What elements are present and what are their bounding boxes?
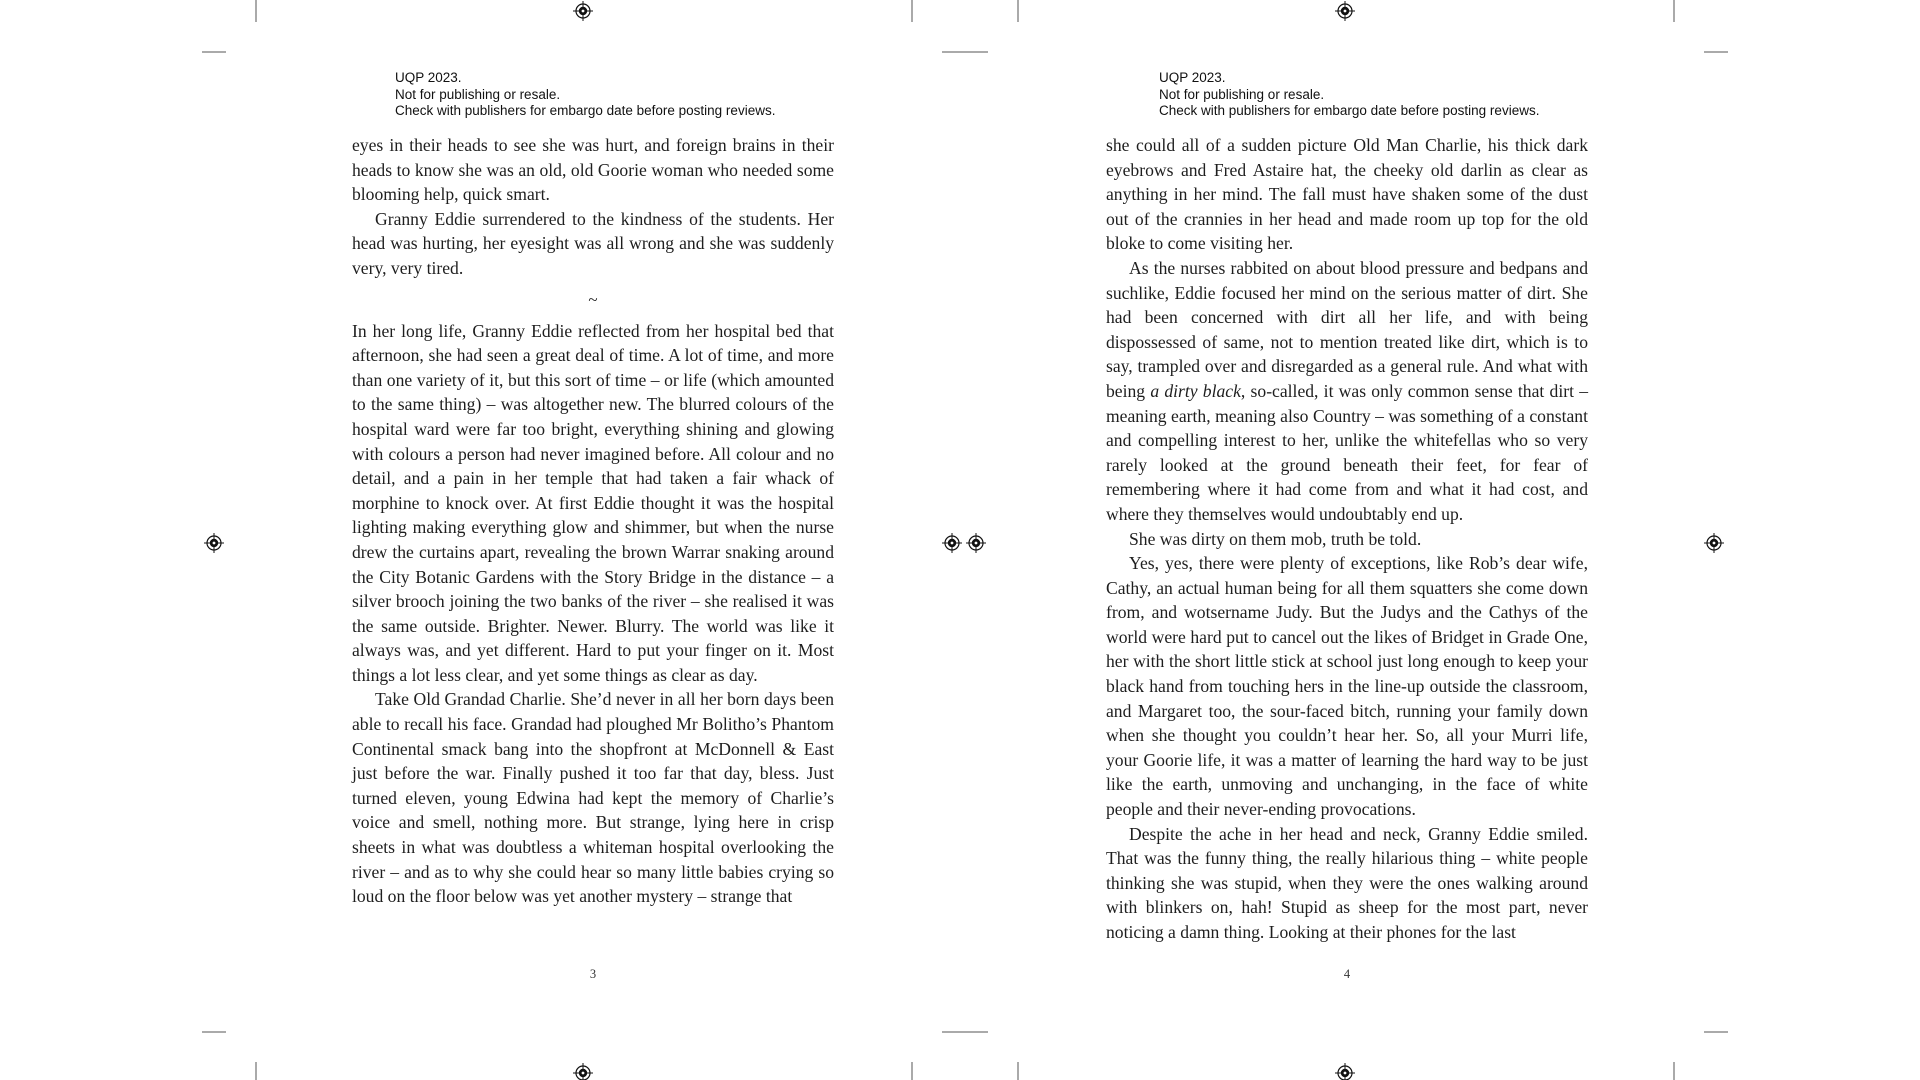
- italic-phrase: a dirty black: [1150, 380, 1241, 401]
- paragraph: Granny Eddie surrendered to the kindness of the students. Her head was hurting, her eyesight was all wrong and she was suddenly very, very tired.: [352, 208, 834, 278]
- scene-break: ~: [588, 289, 598, 309]
- paragraph: Yes, yes, there were plenty of exceptions, like Rob’s dear wife, Cathy, an actual human being for all them squatters she come down from, and wotsername Judy. But the Judys and the Cathys of the world were hard put to cancel out the likes of Bridget in Grade One, her with the short little stick at school just long enough to keep your black hand from touching hers in the line-up outside the classroom, and Margaret too, the sour-faced bitch, running your family down when she thought you couldn’t hear her. So, all your Murri life, your Goorie life, it was a matter of learning the hard way to be just like the earth, unmoving and unchanging, in the face of white people and their never-ending provocations.: [1106, 553, 1588, 820]
- notice-line: Check with publishers for embargo date before posting reviews.: [395, 103, 776, 118]
- left-page: [200, 0, 960, 1080]
- notice-line: UQP 2023.: [395, 70, 462, 85]
- body-text: [352, 133, 834, 909]
- paragraph: she could all of a sudden picture Old Man Charlie, his thick dark eyebrows and Fred Astaire hat, the cheeky old darlin as clear as anything in her mind. The fall must have shaken some of the dust out of the crannies in her head and made room up top for the old bloke to come visiting her.: [1106, 135, 1588, 254]
- notice-line: Not for publishing or resale.: [395, 86, 561, 102]
- paragraph: eyes in their heads to see she was hurt, and foreign brains in their heads to know she was an old, old Goorie woman who needed some blooming help, quick smart.: [352, 135, 834, 205]
- right-page: [960, 0, 1720, 1080]
- page-number: 4: [1343, 967, 1351, 981]
- paragraph: Take Old Grandad Charlie. She’d never in all her born days been able to recall his face. Grandad had ploughed Mr Bolitho’s Phantom Continental smack bang into the shopfront at McDonnell & East just before the war. Finally pushed it too far that day, bless. Just turned eleven, young Edwina had kept the memory of Charlie’s voice and smell, nothing more. But strange, lying here in crisp sheets in what was doubtless a whiteman hospital overlooking the river – and as to why she could hear so many little babies crying so loud on the floor below was yet another mystery – strange that: [352, 689, 834, 907]
- paragraph: In her long life, Granny Eddie reflected from her hospital bed that afternoon, she had seen a great deal of time. A lot of time, and more than one variety of it, but this sort of time – or life (which amounted to the same thing) – was altogether new. The blurred colours of the hospital ward were far too bright, everything shining and glowing with colours a person had never imagined before. All colour and no detail, and a pain in her temple that had taken a fair whack of morphine to knock over. At first Eddie thought it was the hospital lighting making everything glow and shimmer, but when the nurse drew the curtains apart, revealing the brown Warrar snaking around the City Botanic Gardens with the Story Bridge in the distance – a silver brooch joining the two banks of the river – she realised it was the same outside. Brighter. Newer. Blurry. The world was like it always was, and yet different. Hard to put your finger on it. Most things a lot less clear, and yet some things as clear as day.: [352, 320, 834, 685]
- paragraph: She was dirty on them mob, truth be told.: [1129, 528, 1422, 549]
- body-text: [1106, 133, 1588, 945]
- notice-line: Check with publishers for embargo date before posting reviews.: [1159, 103, 1540, 118]
- page-number: 3: [589, 967, 597, 981]
- review-notice: [1159, 70, 1539, 120]
- notice-line: UQP 2023.: [1159, 70, 1226, 85]
- paragraph: [1106, 256, 1588, 527]
- paragraph-text: As the nurses rabbited on about blood pressure and bedpans and suchlike, Eddie focused her mind on the serious matter of dirt. She had been concerned with dirt all her life, and with being dispossessed of same, not to mention treated like dirt, which is to say, trampled over and disregarded as a general rule. And what with being: [1106, 257, 1588, 401]
- notice-line: Not for publishing or resale.: [1159, 86, 1325, 102]
- paragraph-text: , so-called, it was only common sense that dirt – meaning earth, meaning also Country – was something of a constant and compelling interest to her, unlike the whitefellas who so very rarely looked at the ground beneath their feet, for fear of remembering where it had come from and what it had cost, and where they themselves would undoubtably end up.: [1106, 380, 1588, 524]
- review-notice: [395, 70, 775, 120]
- paragraph: Despite the ache in her head and neck, Granny Eddie smiled. That was the funny thing, the really hilarious thing – white people thinking she was stupid, when they were the ones walking around with blinkers on, hah! Stupid as sheep for the most part, never noticing a damn thing. Looking at their phones for the last: [1106, 823, 1588, 942]
